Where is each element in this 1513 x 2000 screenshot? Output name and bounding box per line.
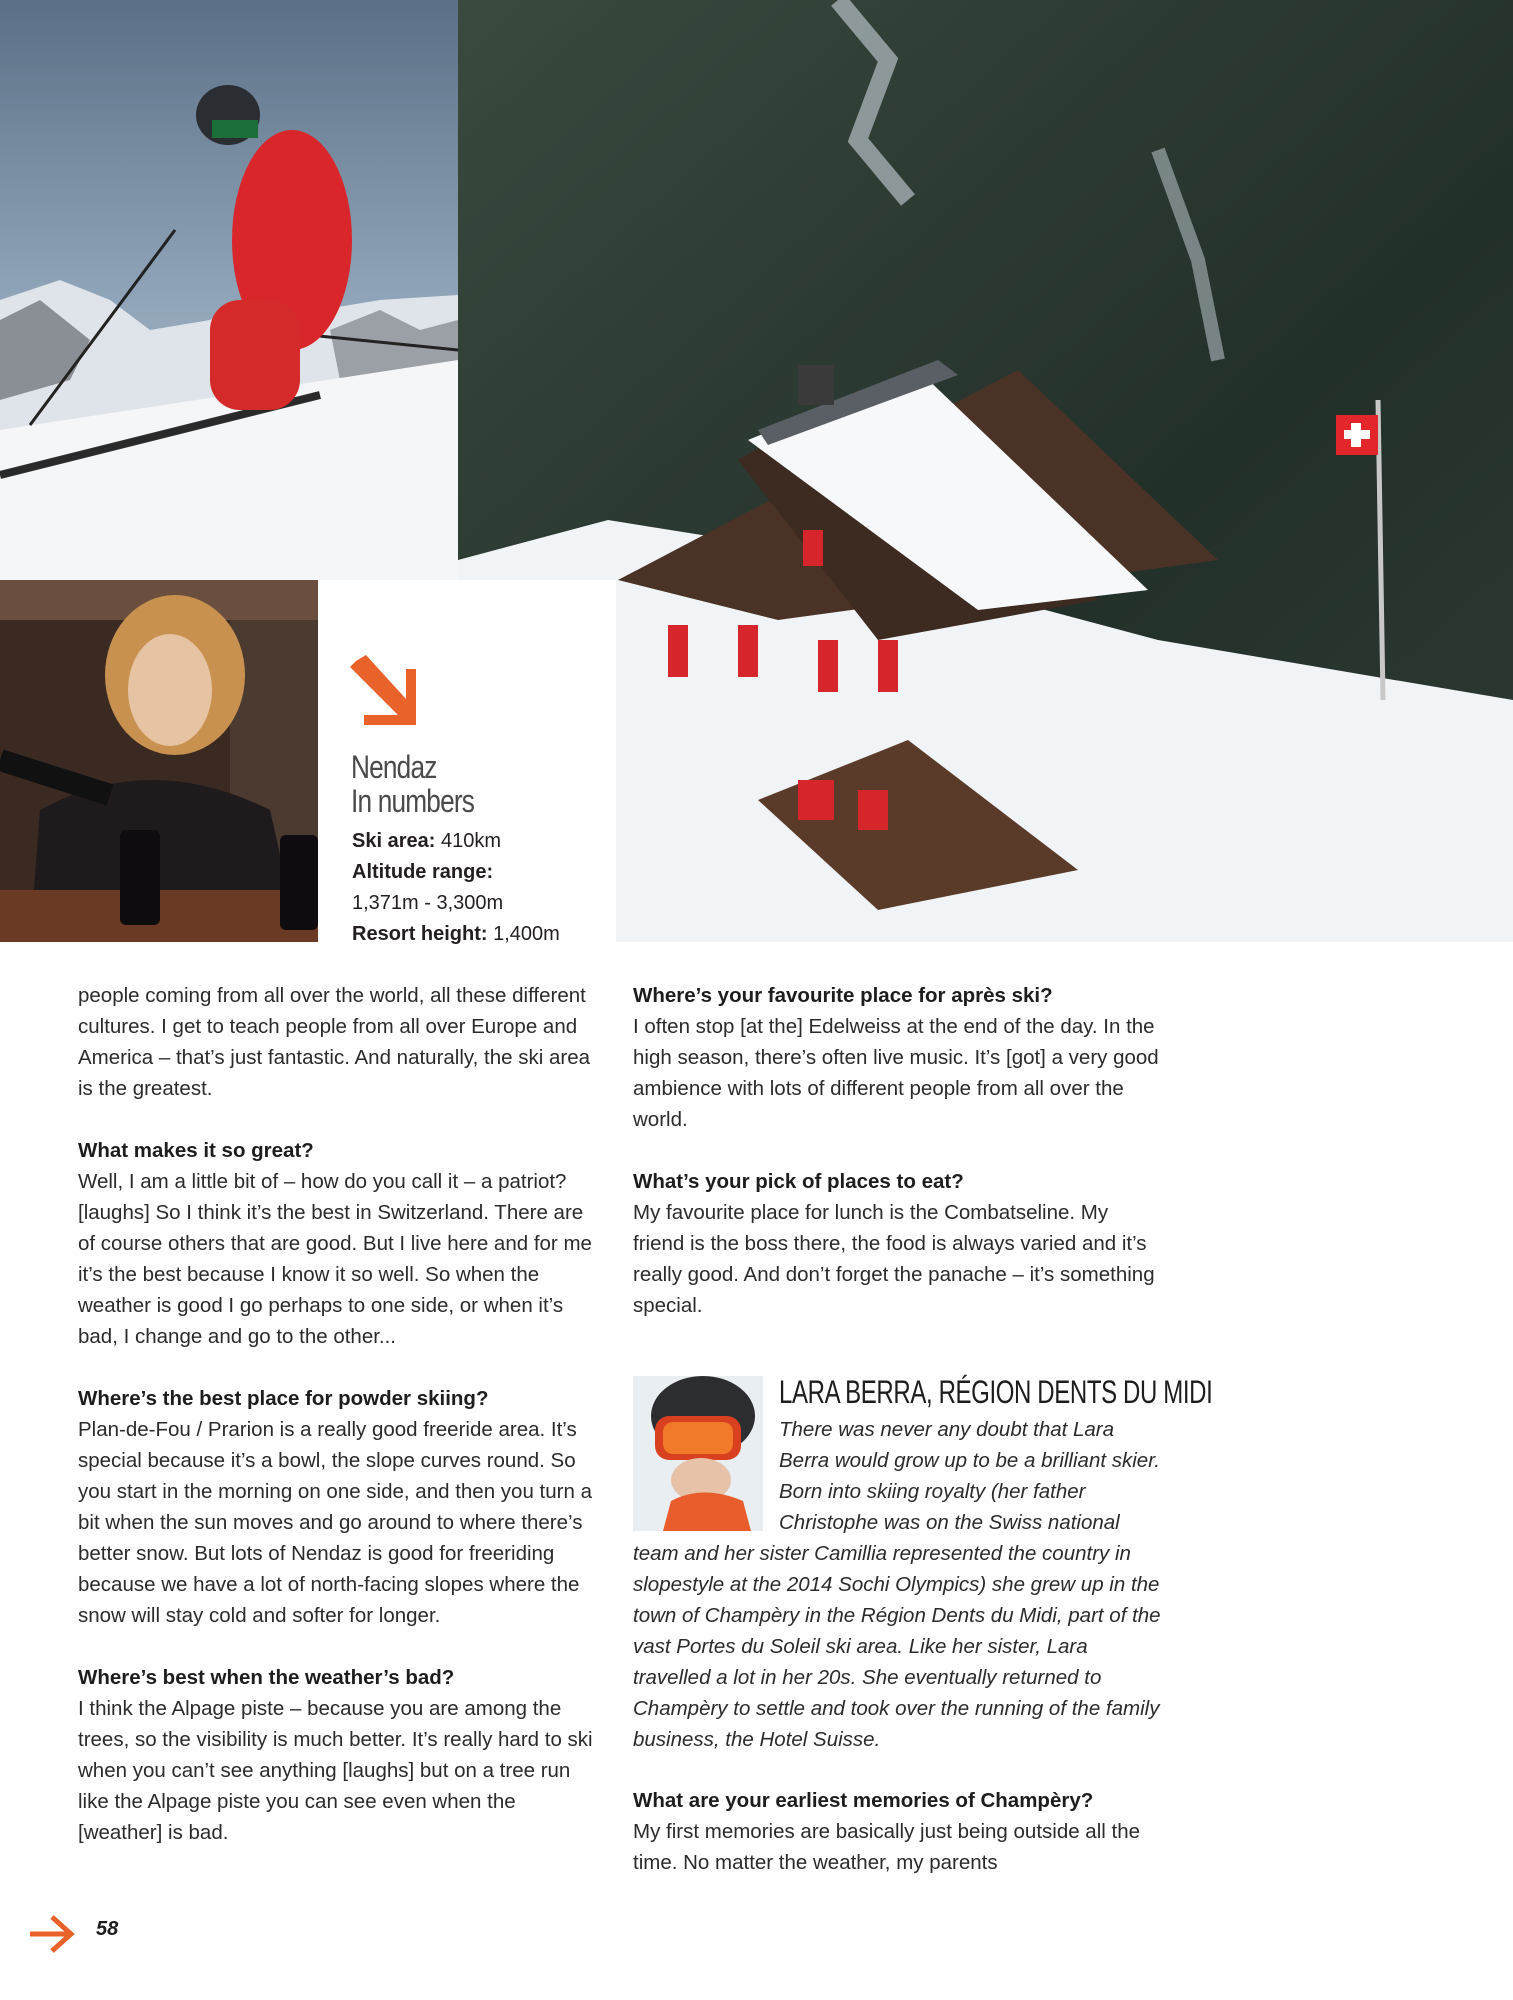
skier-photo [0,0,458,580]
answer-text: I think the Alpage piste – because you are among the trees, so the visibility is much better. It’s really hard to ski when you can’t see anything [laughs] but on a tree run like the Alpage piste you can see even when the [weather] is bad. [78,1697,593,1844]
bartender-photo [0,580,318,942]
profile-bio [633,1414,1161,1755]
question-heading: What makes it so great? [78,1139,314,1162]
right-column [633,980,1159,1352]
qa-block [633,980,1159,1135]
qa-block [78,1662,604,1848]
stat-altitude-value-row [352,888,560,919]
question-heading: Where’s best when the weather’s bad? [78,1666,455,1689]
stat-resort-height [352,919,560,950]
numbers-stats [352,826,560,950]
question-heading: What are your earliest memories of Champèry? [633,1789,1094,1812]
arrow-right-icon [28,1914,76,1954]
answer-text: I often stop [at the] Edelweiss at the end of the day. In the high season, there’s often live music. It’s [got] a very good ambience with lots of different people from all over the world. [633,1015,1159,1131]
question-heading: Where’s your favourite place for après ski? [633,984,1053,1007]
stat-label: Ski area: [352,830,436,852]
answer-text: Well, I am a little bit of – how do you call it – a patriot? [laughs] So I think it’s the best in Switzerland. There are of course others that are good. But I live here and for me it’s the best because I know it so well. So when the weather is good I go perhaps to one side, or when it’s bad, I change and go to the other... [78,1170,592,1348]
qa-block [78,1383,604,1631]
arrow-down-right-icon [350,655,416,729]
qa-block [633,1166,1159,1321]
answer-text: My first memories are basically just being outside all the time. No matter the weather, my parents [633,1820,1141,1874]
page-number: 58 [96,1918,119,1940]
stat-label: Altitude range: [352,861,494,883]
stat-ski-area [352,826,560,857]
qa-block [78,1135,604,1352]
stat-value: 1,400m [493,923,560,945]
stat-altitude-label-row [352,857,560,888]
question-heading: What’s your pick of places to eat? [633,1170,964,1193]
stat-label: Resort height: [352,923,488,945]
intro-paragraph: people coming from all over the world, all these different cultures. I get to teach people from all over Europe and America – that’s just fantastic. And naturally, the ski area is the greatest. [78,984,590,1100]
answer-text: My favourite place for lunch is the Combatseline. My friend is the boss there, the food is always varied and it’s really good. And don’t forget the panache – it’s something special. [633,1201,1155,1317]
answer-text: Plan-de-Fou / Prarion is a really good freeride area. It’s special because it’s a bowl, the slope curves round. So you start in the morning on one side, and then you turn a bit when the sun moves and go around to where there’s better snow. But lots of Nendaz is good for freeriding because we have a lot of north-facing slopes where the snow will stay cold and softer for longer. [78,1418,592,1627]
numbers-title-line1: Nendaz [351,749,437,785]
bio-photo-spacer [633,1414,779,1538]
profile-name: LARA BERRA, RÉGION DENTS DU MIDI [779,1374,1213,1410]
stat-value: 410km [440,830,501,852]
stat-value: 1,371m - 3,300m [352,892,504,914]
numbers-title [351,750,474,818]
question-heading: Where’s the best place for powder skiing? [78,1387,489,1410]
numbers-title-line2: In numbers [351,783,475,819]
left-column [78,980,604,1879]
profile-bio-text: There was never any doubt that Lara Berra would grow up to be a brilliant skier. Born into skiing royalty (her father Christophe was on the Swiss national team and her sister Camillia represented the country in slopestyle at the 2014 Sochi Olympics) she grew up in the town of Champèry in the Région Dents du Midi, part of the vast Portes du Soleil ski area. Like her sister, Lara travelled a lot in her 20s. She eventually returned to Champèry to settle and took over the running of the family business, the Hotel Suisse. [633,1418,1161,1751]
chalet-photo [458,0,1513,942]
profile-qa-block [633,1785,1161,1878]
